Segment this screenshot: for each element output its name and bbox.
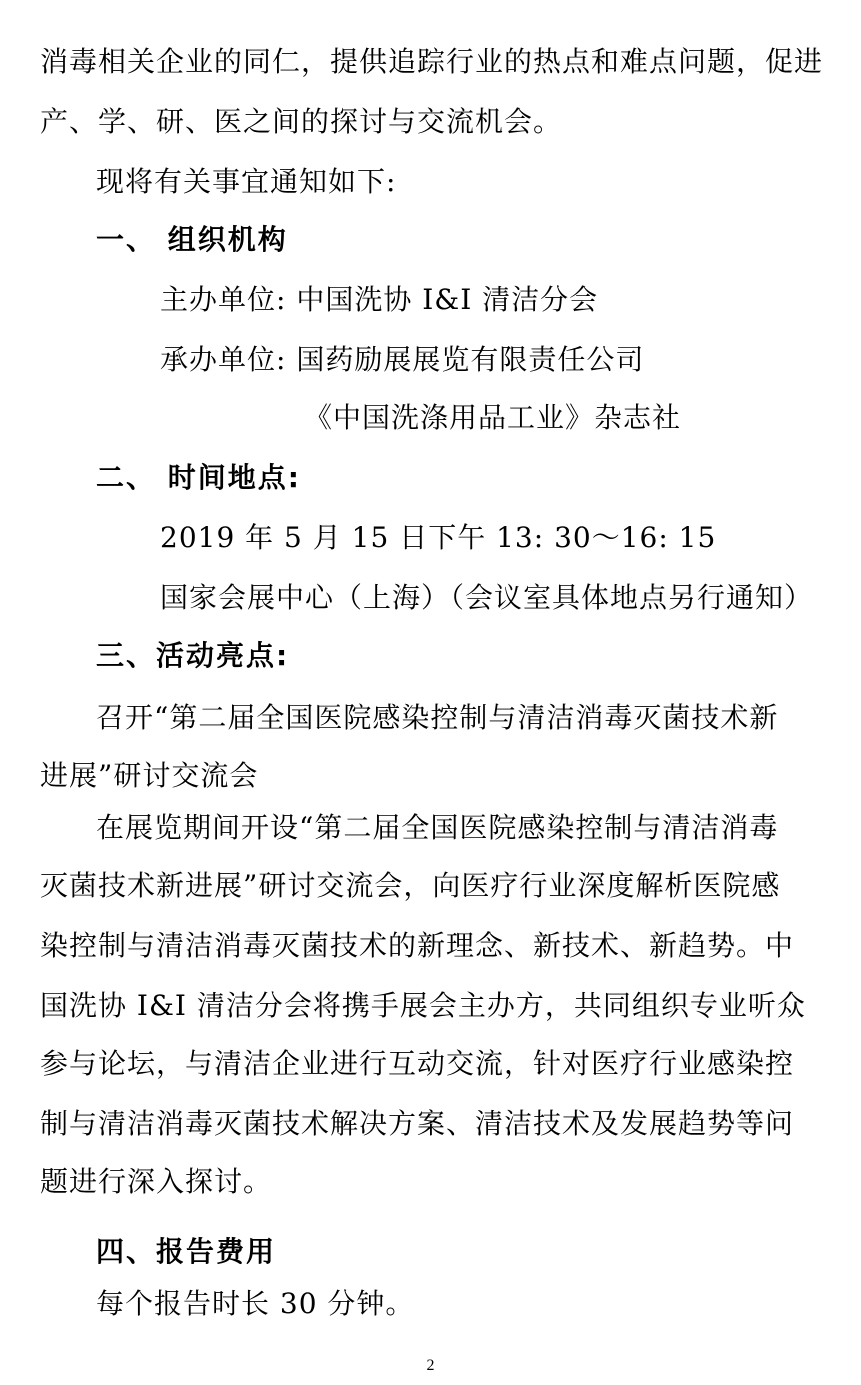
report-duration: 每个报告时长 30 分钟。: [96, 1287, 415, 1320]
paragraph-line: 灭菌技术新进展”研讨交流会，向医疗行业深度解析医院感: [40, 869, 781, 902]
section-heading-organization: 一、 组织机构: [96, 223, 288, 256]
section-heading-report-fees: 四、报告费用: [96, 1235, 277, 1268]
paragraph-line: 在展览期间开设“第二届全国医院感染控制与清洁消毒: [96, 811, 779, 844]
paragraph-line: 染控制与清洁消毒灭菌技术的新理念、新技术、新趋势。中: [40, 929, 795, 962]
section-heading-time-place: 二、 时间地点:: [96, 461, 301, 494]
intro-line-3: 现将有关事宜通知如下:: [96, 165, 397, 198]
paragraph-line: 参与论坛，与清洁企业进行互动交流，针对医疗行业感染控: [40, 1047, 795, 1080]
page-number: 2: [426, 1357, 435, 1374]
event-time: 2019 年 5 月 15 日下午 13: 30～16: 15: [160, 521, 717, 554]
paragraph-line: 题进行深入探讨。: [40, 1165, 273, 1198]
section-heading-highlights: 三、活动亮点:: [96, 639, 290, 672]
co-organizer-unit: 《中国洗涤用品工业》杂志社: [304, 401, 682, 434]
host-unit: 主办单位: 中国洗协 I&I 清洁分会: [160, 283, 599, 316]
intro-line-2: 产、学、研、医之间的探讨与交流机会。: [40, 105, 563, 138]
event-title-line-1: 召开“第二届全国医院感染控制与清洁消毒灭菌技术新: [96, 701, 779, 734]
organizer-unit: 承办单位: 国药励展展览有限责任公司: [160, 343, 645, 376]
paragraph-line: 制与清洁消毒灭菌技术解决方案、清洁技术及发展趋势等问: [40, 1107, 795, 1140]
paragraph-line: 国洗协 I&I 清洁分会将携手展会主办方，共同组织专业听众: [40, 989, 806, 1022]
event-title-line-2: 进展”研讨交流会: [40, 759, 259, 792]
intro-line-1: 消毒相关企业的同仁，提供追踪行业的热点和难点问题，促进: [40, 45, 824, 78]
event-venue: 国家会展中心（上海）（会议室具体地点另行通知）: [160, 581, 814, 614]
